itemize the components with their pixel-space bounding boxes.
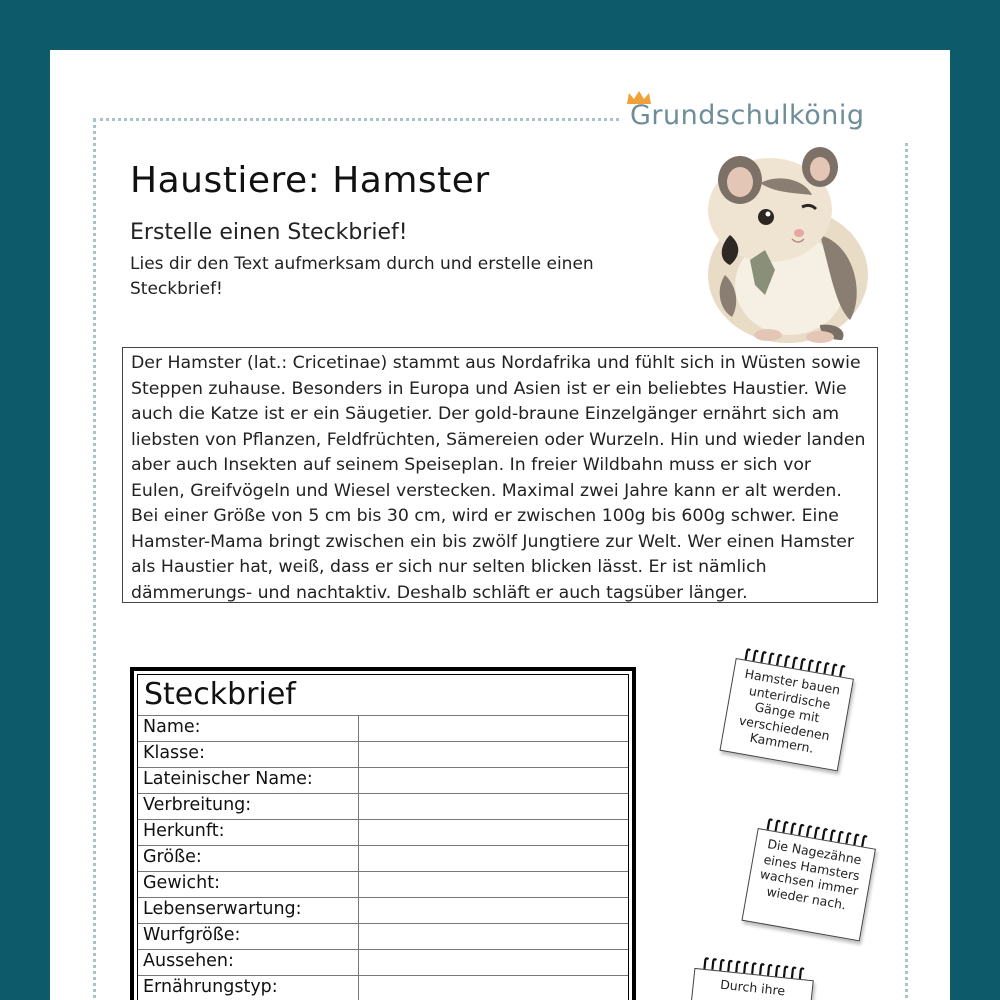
- form-row-groesse[interactable]: [138, 845, 628, 872]
- field-label: Lateinischer Name:: [143, 769, 313, 789]
- fact-note-2: [741, 810, 881, 944]
- form-row-gewicht[interactable]: [138, 871, 628, 898]
- form-row-verbreitung[interactable]: [138, 793, 628, 820]
- page-title: Haustiere: Hamster: [130, 160, 490, 201]
- field-label: Herkunft:: [143, 821, 225, 841]
- field-label: Verbreitung:: [143, 795, 252, 815]
- note-text: Durch ihre: [719, 976, 786, 999]
- worksheet-page: [50, 50, 950, 1000]
- field-label: Klasse:: [143, 743, 205, 763]
- form-row-wurfgroesse[interactable]: [138, 923, 628, 950]
- form-row-klasse[interactable]: [138, 741, 628, 768]
- brand-logo: Grundschulkönig: [630, 100, 865, 131]
- form-row-aussehen[interactable]: [138, 949, 628, 976]
- form-row-ernaehrungstyp[interactable]: [138, 975, 628, 1000]
- form-row-lateinischer-name[interactable]: [138, 767, 628, 794]
- note-text: Hamster bauen unterirdische Gänge mit verschiedenen Kammern.: [737, 665, 842, 756]
- task-instruction: Lies dir den Text aufmerksam durch und erstelle einen Steckbrief!: [130, 254, 594, 299]
- fact-note-1: [719, 640, 859, 774]
- form-row-name[interactable]: [138, 715, 628, 742]
- field-label: Wurfgröße:: [143, 925, 241, 945]
- field-label: Gewicht:: [143, 873, 220, 893]
- field-label: Größe:: [143, 847, 202, 867]
- note-text: Die Nagezähne eines Hamsters wachsen immer wieder nach.: [758, 836, 863, 912]
- field-label: Ernährungstyp:: [143, 977, 278, 997]
- form-row-herkunft[interactable]: [138, 819, 628, 846]
- profile-form: [130, 667, 636, 1000]
- profile-form-inner: [137, 674, 629, 1000]
- field-label: Name:: [143, 717, 201, 737]
- field-label: Lebenserwartung:: [143, 899, 302, 919]
- hamster-illustration: [670, 135, 870, 345]
- field-label: Aussehen:: [143, 951, 234, 971]
- reading-text-box: Der Hamster (lat.: Cricetinae) stammt aus Nordafrika und fühlt sich in Wüsten sowie Steppen zuhause. Besonders in Europa und Asien ist er ein beliebtes Haustier. Wie auch die Katze ist er ein Säugetier. Der gold-braune Einzelgänger ernährt sich am liebsten von Pflanzen, Feldfrüchten, Sämereien oder Wurzeln. Hin und wieder landen aber auch Insekten auf seinem Speiseplan. In freier Wildbahn muss er sich vor Eulen, Greifvögeln und Wiesel verstecken. Maximal zwei Jahre kann er alt werden. Bei einer Größe von 5 cm bis 30 cm, wird er zwischen 100g bis 600g schwer. Eine Hamster-Mama bringt zwischen ein bis zwölf Jungtiere zur Welt. Wer einen Hamster als Haustier hat, weiß, dass er sich nur selten blicken lässt. Er ist nämlich dämmerungs- und nachtaktiv. Deshalb schläft er auch tagsüber länger.: [122, 347, 878, 603]
- profile-form-title: Steckbrief: [144, 677, 296, 712]
- task-subtitle: Erstelle einen Steckbrief!: [130, 220, 408, 245]
- form-row-lebenserwartung[interactable]: [138, 897, 628, 924]
